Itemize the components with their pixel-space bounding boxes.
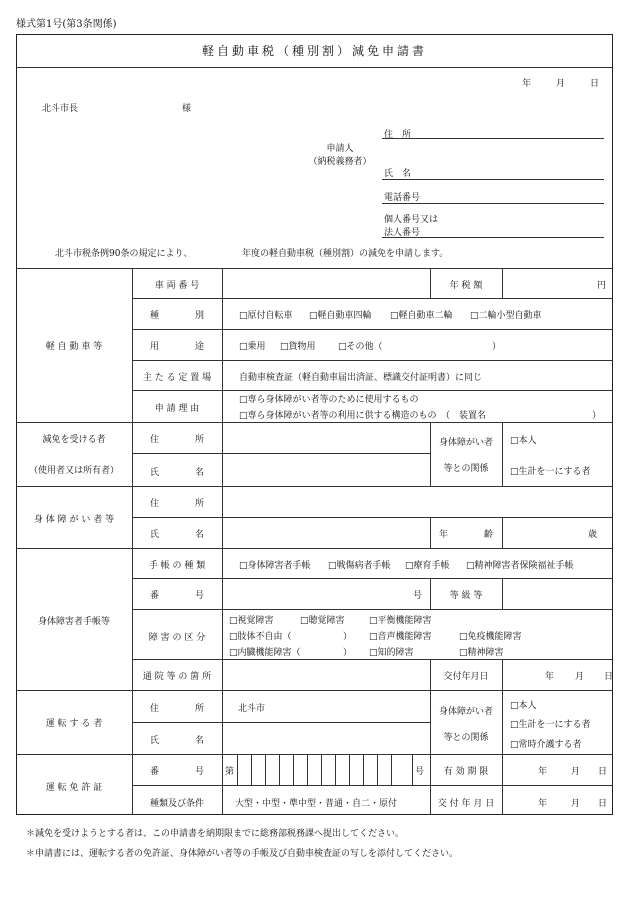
license-valid-month: 月 [571,767,581,777]
reason-close: ） [592,411,602,421]
applicant-name-field[interactable] [382,179,604,180]
handbook-number-unit: 号 [413,591,423,601]
disabled-name-field[interactable] [223,518,429,547]
plate-field[interactable] [223,269,429,298]
type-option-small-2wheel[interactable]: □二輪小型自動車 [470,311,542,321]
handbook-option-mental[interactable]: □精神障害者保険福祉手帳 [466,561,574,571]
license-condition-label: 種類及び条件 [149,799,204,809]
handbook-issue-day: 日 [604,672,614,682]
license-valid-day: 日 [598,767,608,777]
row-line [132,390,613,391]
applicant-address-field[interactable] [382,138,604,139]
section-recipient-sub: （使用者又は所有者） [28,466,119,476]
recipient-name-field[interactable] [223,454,429,485]
type-option-moped[interactable]: □原付自転車 [239,311,293,321]
license-number-label: 番 号 [149,767,204,777]
grade-field[interactable] [503,579,612,608]
category-visual[interactable]: □視覚障害 [229,616,274,626]
tax-label: 年 税 額 [449,281,483,291]
use-option-cargo[interactable]: □貨物用 [280,342,316,352]
driver-address-value[interactable]: 北斗市 [238,704,266,714]
license-issue-day: 日 [598,799,608,809]
recipient-relation-label-2: 等との関係 [443,464,489,474]
license-issue-year: 年 [538,799,548,809]
form-id: 様式第1号(第3条関係) [16,19,117,30]
license-number-field[interactable] [238,755,411,784]
reason-option-structure[interactable]: □専ら身体障がい者等の利用に供する構造のもの （ 装置名 [239,411,487,421]
date-year: 年 [522,79,532,89]
category-internal[interactable]: □内臓機能障害（ [229,648,301,658]
handbook-issue-label: 交付年月日 [443,672,489,682]
row-line [132,360,613,361]
recipient-relation-label-1: 身体障がい者 [438,438,493,448]
date-month: 月 [556,79,566,89]
row-line [132,785,613,786]
declaration-1: 北斗市税条例90条の規定により、 [55,249,193,259]
disabled-address-field[interactable] [223,487,612,516]
type-option-kei-4wheel[interactable]: □軽自動車四輪 [309,311,372,321]
col-line [502,659,503,690]
handbook-issue-month: 月 [575,672,585,682]
section-license: 運 転 免 許 証 [45,783,103,793]
license-issue-month: 月 [571,799,581,809]
license-number-suffix: 号 [415,767,425,777]
disabled-name-label: 氏 名 [149,530,204,540]
category-balance[interactable]: □平衡機能障害 [369,616,432,626]
grade-label: 等 級 等 [449,591,483,601]
hospital-field[interactable] [223,660,429,689]
section-recipient: 減免を受ける者 [42,435,106,445]
handbook-option-physical[interactable]: □身体障害者手帳 [239,561,311,571]
box-line [412,754,413,785]
applicant-phone-label: 電話番号 [384,193,421,203]
tax-field[interactable] [503,269,612,298]
personal-number-label-2: 法人番号 [384,228,421,238]
col-line [430,690,431,754]
type-label: 種 別 [149,311,204,321]
section-handbook: 身体障害者手帳等 [37,617,110,627]
use-option-passenger[interactable]: □乗用 [239,342,266,352]
category-intellectual[interactable]: □知的障害 [369,648,414,658]
age-label: 年 齢 [438,530,493,540]
applicant-sub-label: （納税義務者） [308,157,372,167]
yen-unit: 円 [597,281,607,291]
section-driver: 運 転 す る 者 [45,719,103,729]
declaration-2: 年度の軽自動車税（種別割）の減免を申請します。 [242,249,449,259]
category-internal-close: ） [343,648,353,658]
row-line [16,548,613,549]
use-option-other[interactable]: □その他（ [338,342,383,352]
category-limb-close: ） [343,632,353,642]
handbook-issue-year: 年 [545,672,555,682]
col-line [502,422,503,486]
recipient-name-label: 氏 名 [149,468,204,478]
note-1: ＊減免を受けようとする者は、この申請書を納期限までに総務部税務課へ提出してください。 [26,829,405,839]
form-title: 軽自動車税（種別割）減免申請書 [201,44,427,58]
personal-number-field[interactable] [382,237,604,238]
driver-relation-label-1: 身体障がい者 [438,707,493,717]
license-valid-year: 年 [538,767,548,777]
license-number-prefix: 第 [225,767,235,777]
handbook-kind-label: 手 帳 の 種 類 [148,561,206,571]
age-unit: 歳 [588,530,598,540]
handbook-option-rehab[interactable]: □療育手帳 [405,561,450,571]
applicant-label: 申請人 [326,144,354,154]
applicant-address-label: 住 所 [384,130,412,140]
driver-address-label: 住 所 [149,704,204,714]
garage-label: 主 た る 定 置 場 [142,373,212,383]
col-line [430,422,431,486]
type-option-kei-2wheel[interactable]: □軽自動車二輪 [390,311,453,321]
reason-option-use[interactable]: □専ら身体障がい者等のために使用するもの [239,395,419,405]
license-valid-label: 有 効 期 限 [443,767,489,777]
plate-label: 車 両 番 号 [154,281,200,291]
use-label: 用 途 [149,342,204,352]
garage-value: 自動車検査証（軽自動車届出済証、標識交付証明書）に同じ [239,373,483,383]
honorific: 様 [182,104,192,114]
category-hearing[interactable]: □聴覚障害 [300,616,345,626]
category-immune[interactable]: □免疫機能障害 [459,632,522,642]
section-vehicle: 軽 自 動 車 等 [45,342,103,352]
addressee: 北斗市長 [42,104,79,114]
license-condition-value: 大型・中型・準中型・普通・自二・原付 [235,799,398,809]
driver-option-self[interactable]: □本人 [510,701,537,711]
applicant-phone-field[interactable] [382,203,604,204]
row-line [132,298,613,299]
handbook-number-field[interactable] [223,579,429,608]
category-limb[interactable]: □肢体不自由（ [229,632,292,642]
handbook-number-label: 番 号 [149,591,204,601]
driver-relation-label-2: 等との関係 [443,733,489,743]
hospital-label: 通 院 等 の 箇 所 [142,672,212,682]
applicant-name-label: 氏 名 [384,169,412,179]
category-voice[interactable]: □音声機能障害 [369,632,432,642]
driver-option-caregiver[interactable]: □常時介護する者 [510,740,582,750]
section-disabled: 身 体 障 が い 者 等 [33,515,115,525]
personal-number-label-1: 個人番号又は [384,215,439,225]
col-line [502,754,503,815]
row-line [132,329,613,330]
category-mental[interactable]: □精神障害 [459,648,504,658]
driver-name-label: 氏 名 [149,736,204,746]
disabled-address-label: 住 所 [149,499,204,509]
recipient-address-label: 住 所 [149,435,204,445]
recipient-option-household[interactable]: □生計を一にする者 [510,467,591,477]
row-line [132,609,613,610]
disability-category-label: 障 害 の 区 分 [148,633,206,643]
recipient-address-field[interactable] [223,423,429,452]
note-2: ＊申請書には、運転する者の免許証、身体障がい者等の手帳及び自動車検査証の写しを添付してください。 [26,849,459,859]
divider [16,67,613,68]
use-option-close: ） [492,342,502,352]
license-issue-label: 交 付 年 月 日 [437,799,495,809]
row-line [16,690,613,691]
date-day: 日 [590,79,600,89]
reason-label: 申 請 理 由 [154,404,200,414]
driver-name-field[interactable] [223,723,429,753]
handbook-option-war[interactable]: □戦傷病者手帳 [328,561,391,571]
recipient-option-self[interactable]: □本人 [510,436,537,446]
driver-option-household[interactable]: □生計を一にする者 [510,720,591,730]
col-line [502,690,503,754]
